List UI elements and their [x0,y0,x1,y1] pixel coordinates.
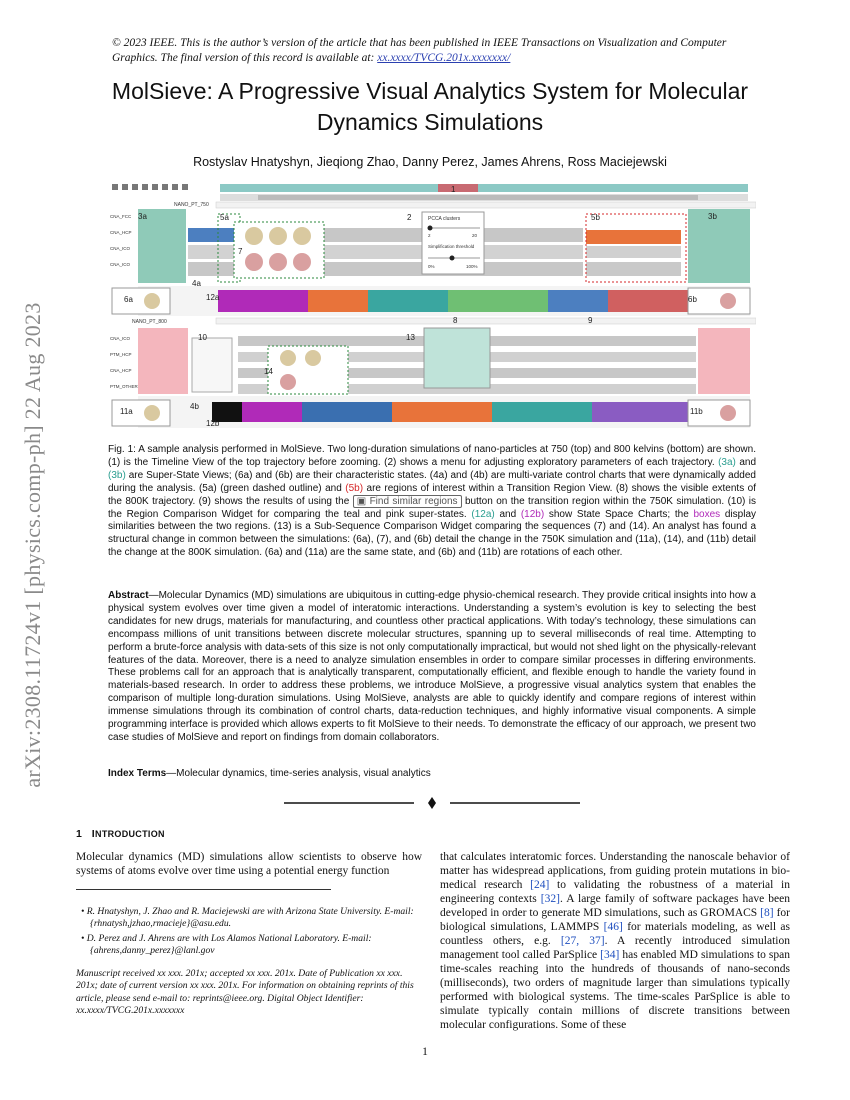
annotation-6a: 6a [124,295,133,304]
state-space-row-top [218,290,688,312]
annotation-4b: 4b [190,402,199,411]
citation[interactable]: [24] [530,879,550,891]
menu-title: PCCA clusters [428,216,461,222]
abstract-label: Abstract [108,590,149,601]
svg-text:PTM_HCP: PTM_HCP [110,352,132,357]
notice-link[interactable]: xx.xxxx/TVCG.201x.xxxxxxx/ [377,52,511,64]
annotation-4a: 4a [192,279,201,288]
clusters-slider-handle[interactable] [428,226,433,231]
section-divider [284,796,580,810]
threshold-slider-handle[interactable] [450,256,455,261]
annotation-13: 13 [406,333,415,342]
page-number: 1 [422,1046,428,1058]
super-state-view-3b[interactable] [688,209,750,283]
teaser-figure [108,178,756,432]
annotation-12b: 12b [206,419,220,428]
region-comparison-widget-10[interactable] [192,338,232,392]
notice-text: © 2023 IEEE. This is the author’s version of the article that has been published in IEEE Transactions on Visualization and Computer Graphics. The final version of this record is available at: [112,37,727,64]
annotation-7: 7 [238,247,243,256]
menu-pct-min: 0% [428,264,435,269]
index-terms: Index Terms—Molecular dynamics, time-series analysis, visual analytics [108,768,431,779]
svg-text:CNA_ICO: CNA_ICO [110,262,131,267]
characteristic-state-6b[interactable] [688,288,750,314]
citation[interactable]: [27, 37] [560,935,605,947]
paper-title: MolSieve: A Progressive Visual Analytics System for Molecular Dynamics Simulations [111,78,749,135]
annotation-10: 10 [198,333,207,342]
footnote-item: • R. Hnatyshyn, J. Zhao and R. Maciejewski are with Arizona State University. E-mail: {rhnatysh,jzhao,rmacieje}@asu.edu. [81,906,414,930]
svg-text:PTM_OTHER: PTM_OTHER [110,384,138,389]
menu-threshold-label: Simplification threshold [428,244,475,249]
super-state-view-bottom-right[interactable] [698,328,750,394]
annotation-3a: 3a [138,212,147,221]
footnote-item: • D. Perez and J. Ahrens are with Los Alamos National Laboratory. E-mail: {ahrens,danny_perez}@lanl.gov [81,932,372,956]
annotation-9: 9 [588,316,593,325]
svg-text:CNA_ICO: CNA_ICO [110,246,131,251]
manuscript-info: Manuscript received xx xxx. 201x; accepted xx xxx. 201x. Date of Publication xx xxx. 201x; date of current version xx xxx. 201x. For information on obtaining reprints of this article, please send e-mail to: reprints@ieee.org. Digital Object Identifier: xx.xxxx/TVCG.201x.xxxxxxx [76,968,414,1016]
state-space-row-bottom [212,402,692,422]
intro-paragraph-left: Molecular dynamics (MD) simulations allow scientists to observe how systems of atoms evolve over time using a potential energy function [76,851,422,877]
svg-text:CNA_HCP: CNA_HCP [110,230,132,235]
annotation-11b: 11b [690,407,703,416]
copyright-notice [112,36,752,66]
annotation-8: 8 [453,316,458,325]
abstract [108,590,756,745]
annotation-6b: 6b [688,295,697,304]
figure-caption: Fig. 1: A sample analysis performed in MolSieve. Two long-duration simulations of nano-particles at 750 (top) and 800 kelvins (bottom) are shown. (1) is the Timeline View of the top trajectory before zooming. (2) shows a menu for adjusting exploratory parameters of each trajectory. (3a) and (3b) are Super-State Views; (6a) and (6b) are their characteristic states. (4a) and (4b) are multi-variate control charts that were dynamically added during the analysis. (5a) (green dashed outline) and (5b) are regions of interest within a Transition Region View. (8) shows the visible extents of the 800K trajectory. (9) shows the results of using the ▣ Find similar regions button on the transition region within the 750K simulation. (10) is the Region Comparison Widget for comparing the teal and pink super-states. (12a) and (12b) show State Space Charts; the boxes display similarities between the two regions. (13) is a Sub-Sequence Comparison Widget comparing the sequences (7) and (14). An analyst has found a structural change in common between the simulations: (6a), (7), and (6b) detail the change in the 750K simulation and (11a), (14), and (11b) detail the change at the 800K simulation. (6a) and (11a) are the same state, and (6b) and (11b) are rotations of each other. [108,444,757,559]
annotation-3b: 3b [708,212,717,221]
svg-text:CNA_HCP: CNA_HCP [110,368,132,373]
menu-pct-max: 100% [466,264,478,269]
characteristic-state-6a[interactable] [112,288,170,314]
citation[interactable]: [46] [603,921,623,933]
annotation-11a: 11a [120,407,133,416]
section-heading: 1 INTRODUCTION [76,828,165,840]
subsequence-comparison-widget-13[interactable] [424,328,490,388]
svg-text:CNA_FCC: CNA_FCC [110,214,132,219]
svg-text:CNA_ICO: CNA_ICO [110,336,131,341]
traj-bottom-label: NANO_PT_800 [132,319,167,325]
annotation-12a: 12a [206,293,220,302]
annotation-5b: 5b [591,213,600,222]
traj-top-label: NANO_PT_750 [174,202,209,208]
annotation-14: 14 [264,367,273,376]
author-list: Rostyslav Hnatyshyn, Jieqiong Zhao, Danny Perez, James Ahrens, Ross Maciejewski [193,155,667,169]
timeline-view-bar[interactable] [220,184,748,192]
footnote-rule [76,889,331,890]
citation[interactable]: [34] [600,949,620,961]
arxiv-stamp: arXiv:2308.11724v1 [physics.comp-ph] 22 Aug 2023 [20,302,45,788]
author-footnotes [76,906,422,959]
annotation-1: 1 [451,185,456,194]
citation[interactable]: [8] [760,907,774,919]
find-similar-regions-button[interactable]: ▣ Find similar regions [353,495,462,508]
menu-min: 2 [428,233,431,238]
menu-max: 20 [472,233,478,238]
top-chart-labels [110,214,132,267]
citation[interactable]: [32] [540,893,560,905]
bottom-chart-labels [110,336,139,389]
super-state-view-bottom-left[interactable] [138,328,188,394]
intro-paragraph-right: that calculates interatomic forces. Understanding the nanoscale behavior of matter has widespread applications, from guiding protein mutations in bio-medical research [24] to validating the robustness of a material in engineering contexts [32]. A large family of software packages have been developed in order to generate MD simulations, such as GROMACS [8] for biological simulations, LAMMPS [46] for materials modeling, as well as countless others, e.g. [27, 37]. A recently introduced simulation management tool called ParSplice [34] has enabled MD simulations to span time-scales reaching into the hundreds of thousands of nano-seconds (milliseconds), two orders of magnitude larger than simulations typically performed with biological systems. The time-scales ParSplice is able to simulate typically contain millions of discrete transitions between molecular configurations. Some of these [440,851,790,1031]
annotation-5a: 5a [220,213,229,222]
abstract-text: —Molecular Dynamics (MD) simulations are ubiquitous in cutting-edge physio-chemical research. They provide critical insights into how a physical system evolves over time given a model of interatomic interactions. Understanding a system’s evolution is key to selecting the best candidates for new drugs, materials for manufacturing, and countless other practical applications. With today’s technology, these simulations can encompass millions of unit transitions between discrete molecular structures, spanning up to several milliseconds of real time. Attempting to perform a brute-force analysis with data-sets of this size is not only computationally impractical, but would not shed light on the physically-relevant features of the data. Moreover, there is a need to analyze simulation ensembles in order to compare similar processes in differing environments. These problems call for an approach that is analytically transparent, computationally efficient, and flexible enough to handle the variety found in materials-based research. In order to address these problems, we introduce MolSieve, a progressive visual analytics system that enables the comparison of multiple long-duration simulations. Using MolSieve, analysts are able to quickly identify and compare regions of interest within immense simulations through its combination of control charts, data-reduction techniques, and highly informative visual components. A simple programming interface is provided which allows experts to fit MolSieve to their needs. To demonstrate the efficacy of our approach, we present two case studies of MolSieve and report on findings from domain collaborators. [108,590,756,743]
toolbar-icons [112,184,188,190]
exploration-menu[interactable] [422,212,484,274]
annotation-2: 2 [407,213,412,222]
